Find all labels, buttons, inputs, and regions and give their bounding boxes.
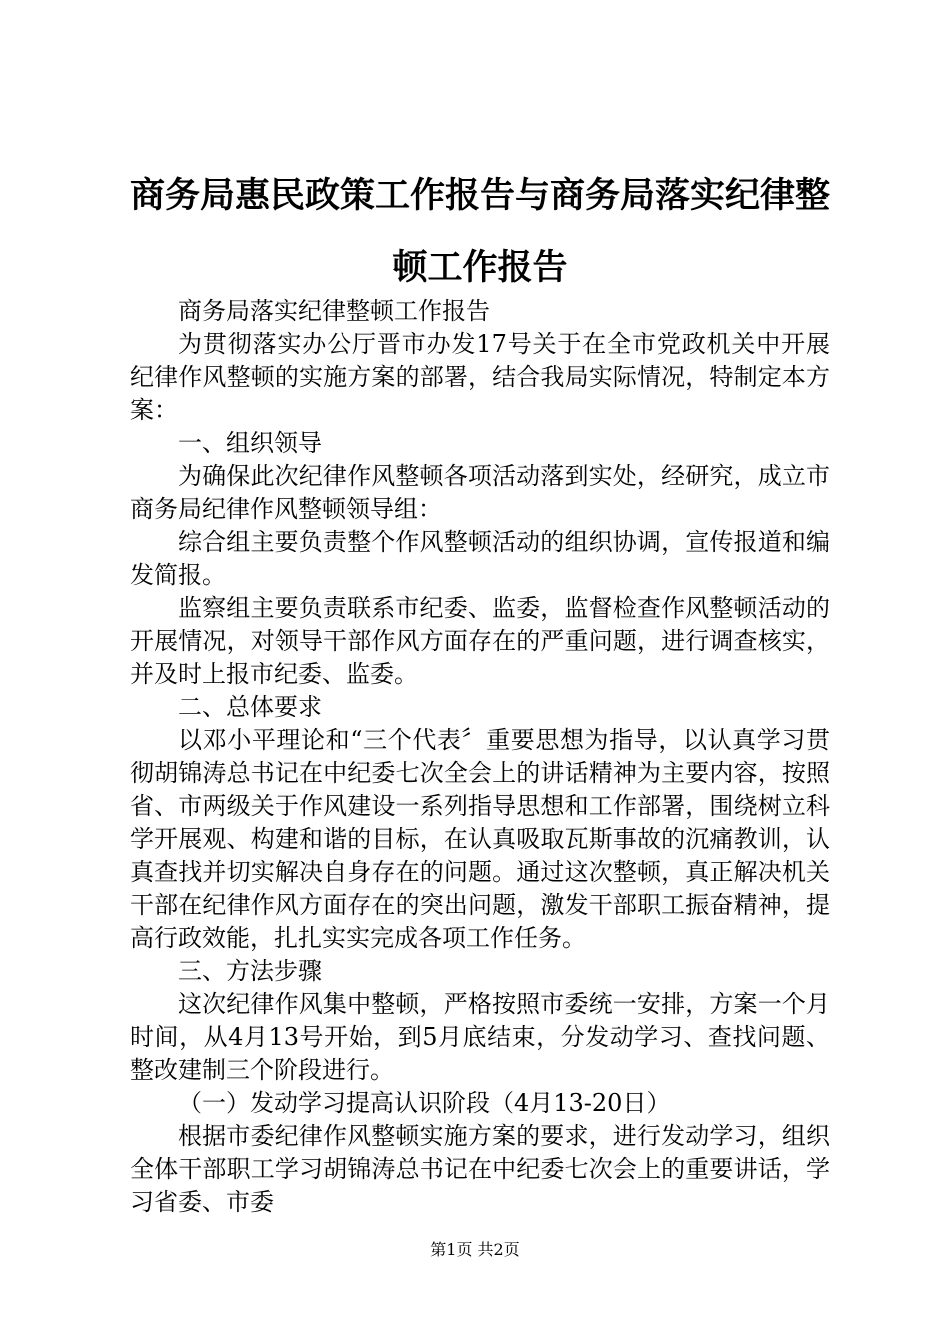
paragraph-subtitle: 商务局落实纪律整顿工作报告	[178, 297, 490, 325]
page-number: 第1页 共2页	[430, 1240, 520, 1259]
section-heading: 一、组织领导	[178, 429, 322, 457]
paragraph: 监察组主要负责联系市纪委、监委，监督检查作风整顿活动的开展情况，对领导干部作风方面存在的严重问题，进行调查核实，并及时上报市纪委、监委。	[130, 594, 830, 688]
paragraph: 根据市委纪律作风整顿实施方案的要求，进行发动学习，组织全体干部职工学习胡锦涛总书记在中纪委七次会上的重要讲话，学习省委、市委	[130, 1122, 830, 1216]
paragraph: 为贯彻落实办公厅晋市办发17号关于在全市党政机关中开展纪律作风整顿的实施方案的部署，结合我局实际情况，特制定本方案：	[130, 330, 830, 424]
section-heading: 三、方法步骤	[178, 957, 322, 985]
paragraph: 以邓小平理论和“三个代表〞重要思想为指导，以认真学习贯彻胡锦涛总书记在中纪委七次全会上的讲话精神为主要内容，按照省、市两级关于作风建设一系列指导思想和工作部署，围绕树立科学开展观、构建和谐的目标，在认真吸取瓦斯事故的沉痛教训，认真查找并切实解决自身存在的问题。通过这次整顿，真正解决机关干部在纪律作风方面存在的突出问题，激发干部职工振奋精神，提高行政效能，扎扎实实完成各项工作任务。	[130, 726, 830, 952]
paragraph: 这次纪律作风集中整顿，严格按照市委统一安排，方案一个月时间，从4月13号开始，到5月底结束，分发动学习、查找问题、整改建制三个阶段进行。	[130, 990, 830, 1084]
paragraph: 为确保此次纪律作风整顿各项活动落到实处，经研究，成立市商务局纪律作风整顿领导组：	[130, 462, 830, 523]
paragraph: 综合组主要负责整个作风整顿活动的组织协调，宣传报道和编发简报。	[130, 528, 830, 589]
section-heading: 二、总体要求	[178, 693, 322, 721]
subsection-heading: （一）发动学习提高认识阶段（4月13-20日）	[178, 1089, 671, 1117]
document-title: 商务局惠民政策工作报告与商务局落实纪律整顿工作报告	[129, 175, 830, 288]
document-body	[130, 295, 830, 1219]
